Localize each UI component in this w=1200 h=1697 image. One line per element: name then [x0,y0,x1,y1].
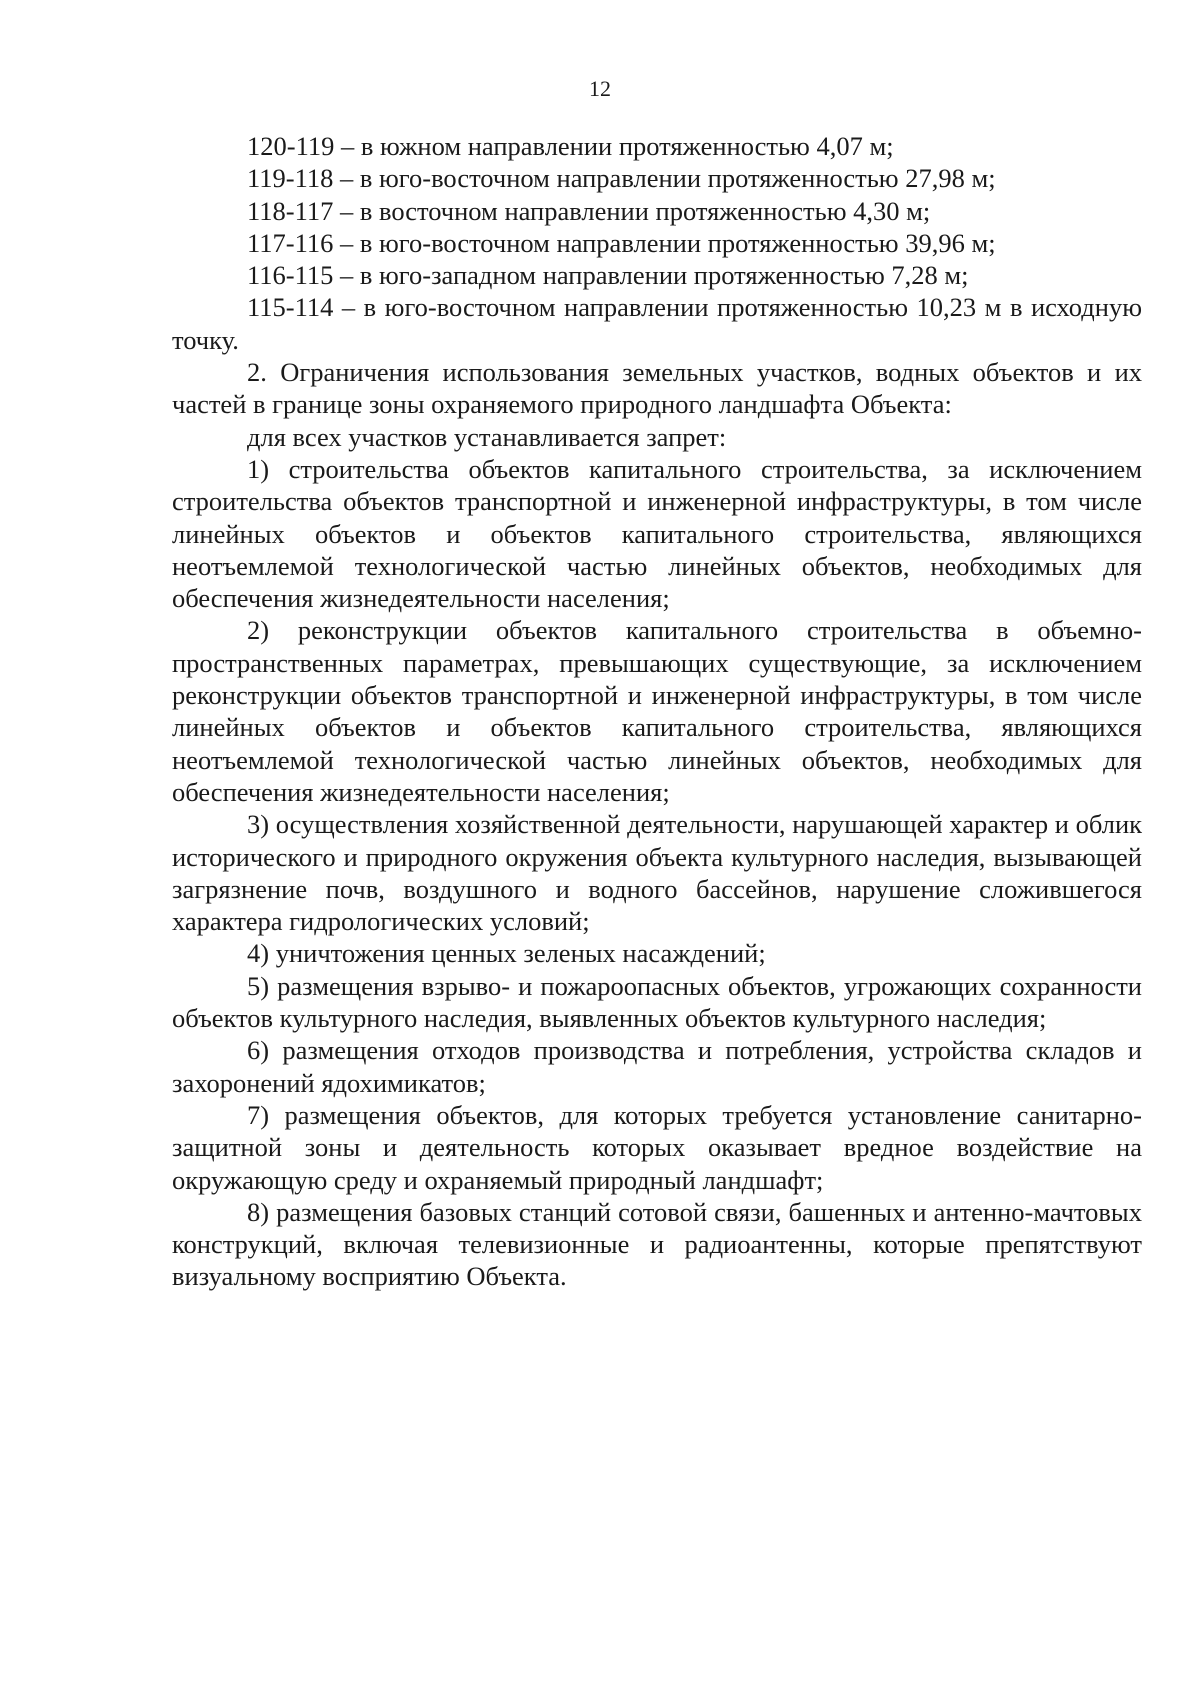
prohibition-item-3: 3) осуществления хозяйственной деятельности, нарушающей характер и облик исторического и природного окружения объекта культурного наследия, вызывающей загрязнение почв, воздушного и водного бассейнов, нарушение сложившегося характера гидрологических условий; [172,809,1142,937]
segment-117-116: 117-116 – в юго-восточном направлении протяженностью 39,96 м; [247,227,996,258]
segment-116-115: 116-115 – в юго-западном направлении протяженностью 7,28 м; [247,260,969,291]
prohibition-item-2: 2) реконструкции объектов капитального строительства в объемно-пространственных параметрах, превышающих существующие, за исключением реконструкции объектов транспортной и инженерной инфраструктуры, в том числе линейных объектов и объектов капитального строительства, являющихся неотъемлемой технологической частью линейных объектов, необходимых для обеспечения жизнедеятельности населения; [172,615,1142,807]
prohibition-item-6: 6) размещения отходов производства и потребления, устройства складов и захоронений ядохимикатов; [172,1035,1142,1098]
segment-119-118: 119-118 – в юго-восточном направлении протяженностью 27,98 м; [247,163,996,194]
page-number: 12 [589,76,611,101]
prohibition-intro: для всех участков устанавливается запрет: [247,421,727,452]
prohibition-item-7: 7) размещения объектов, для которых требуется установление санитарно-защитной зоны и деятельность которых оказывает вредное воздействие на окружающую среду и охраняемый природный ландшафт; [172,1099,1142,1195]
prohibition-item-8: 8) размещения базовых станций сотовой связи, башенных и антенно-мачтовых конструкций, включая телевизионные и радиоантенны, которые препятствуют визуальному восприятию Объекта. [172,1196,1142,1292]
prohibition-item-4: 4) уничтожения ценных зеленых насаждений; [247,938,766,969]
segment-118-117: 118-117 – в восточном направлении протяженностью 4,30 м; [247,195,931,226]
segment-115-114: 115-114 – в юго-восточном направлении протяженностью 10,23 м в исходную точку. [172,292,1142,355]
section-2-heading: 2. Ограничения использования земельных участков, водных объектов и их частей в границе зоны охраняемого природного ландшафта Объекта: [172,357,1142,420]
document-body [172,130,1142,1293]
prohibition-item-5: 5) размещения взрыво- и пожароопасных объектов, угрожающих сохранности объектов культурного наследия, выявленных объектов культурного наследия; [172,970,1142,1034]
prohibition-item-1: 1) строительства объектов капитального строительства, за исключением строительства объектов транспортной и инженерной инфраструктуры, в том числе линейных объектов и объектов капитального строительства, являющихся неотъемлемой технологической частью линейных объектов, необходимых для обеспечения жизнедеятельности населения; [172,453,1142,614]
segment-120-119: 120-119 – в южном направлении протяженностью 4,07 м; [247,131,894,161]
